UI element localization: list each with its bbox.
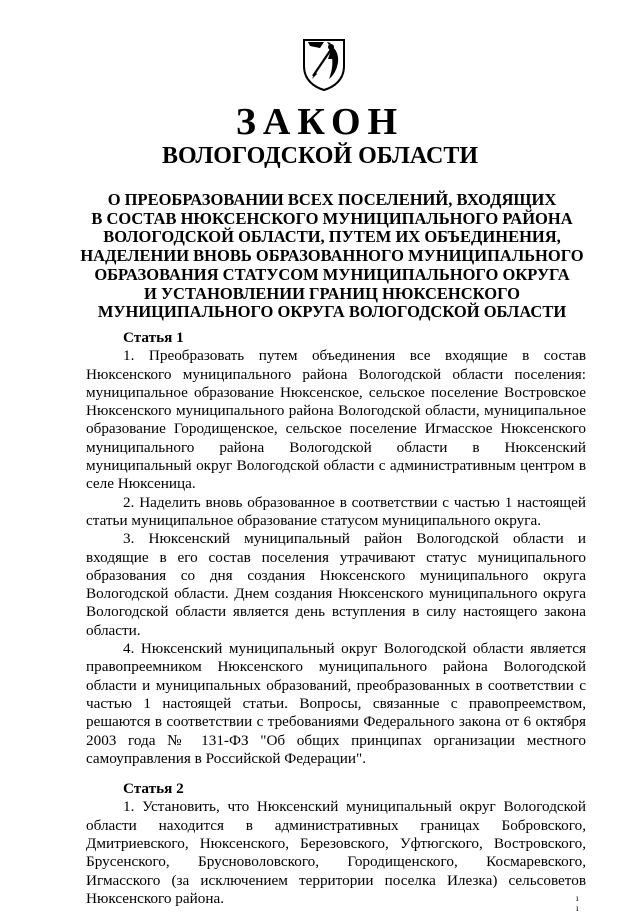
law-title: ЗАКОН (235, 101, 405, 143)
page-footer-marks: ı ı (576, 893, 609, 913)
coat-of-arms-icon (300, 36, 348, 92)
article-1-title: Статья 1 (123, 329, 184, 346)
article-1-paragraph: 3. Нюксенский муниципальный район Вологодской области и входящие в его состав поселения утрачивают статус муниципального образования со дня создания Нюксенского муниципального округа Вологодской области. Днем создания Нюксенского муниципального округа Вологодской области является день вступления в силу настоящего закона области. (86, 530, 586, 639)
article-1-paragraph: 1. Преобразовать путем объединения все входящие в состав Нюксенского муниципального района Вологодской области поселения: муниципальное образование Нюксенское, сельское поселение Востровское Нюксенского муниципального района Вологодской области, муниципальное образование Городищенское, сельское поселение Игмасское Нюксенского муниципального района Вологодской области в Нюксенский муниципальный округ Вологодской области с административным центром в селе Нюксеница. (86, 347, 586, 493)
heading-line: НАДЕЛЕНИИ ВНОВЬ ОБРАЗОВАННОГО МУНИЦИПАЛЬНОГО (80, 246, 584, 266)
heading-line: В СОСТАВ НЮКСЕНСКОГО МУНИЦИПАЛЬНОГО РАЙОНА (91, 208, 573, 228)
heading-line: ОБРАЗОВАНИЯ СТАТУСОМ МУНИЦИПАЛЬНОГО ОКРУГА (94, 264, 570, 284)
heading-line: О ПРЕОБРАЗОВАНИИ ВСЕХ ПОСЕЛЕНИЙ, ВХОДЯЩИХ (107, 190, 557, 209)
law-region: ВОЛОГОДСКОЙ ОБЛАСТИ (161, 143, 479, 169)
heading-line: ВОЛОГОДСКОЙ ОБЛАСТИ, ПУТЕМ ИХ ОБЪЕДИНЕНИЯ, (103, 227, 561, 247)
heading-line: И УСТАНОВЛЕНИИ ГРАНИЦ НЮКСЕНСКОГО (143, 283, 520, 303)
article-1-paragraph: 2. Наделить вновь образованное в соответствии с частью 1 настоящей статьи муниципальное образование статусом муниципального округа. (86, 493, 586, 529)
article-2-paragraph: 1. Установить, что Нюксенский муниципальный округ Вологодской области находится в административных границах Бобровского, Дмитриевского, Нюксенского, Березовского, Уфтюгского, Востровского, Брусенского, Брусноволовского, Городищенского, Космаревского, Игмасского (за исключением территории поселка Илезка) сельсоветов Нюксенского района. (86, 798, 586, 907)
law-heading (80, 191, 584, 322)
law-body (86, 325, 586, 908)
article-2-title: Статья 2 (123, 780, 184, 798)
heading-line: МУНИЦИПАЛЬНОГО ОКРУГА ВОЛОГОДСКОЙ ОБЛАСТИ (97, 302, 567, 322)
article-1-paragraph: 4. Нюксенский муниципальный округ Вологодской области является правопреемником Нюксенского муниципального района Вологодской области и муниципальных образований, преобразованных в соответствии с частью 1 настоящей статьи. Вопросы, связанные с правопреемством, решаются в соответствии с требованиями Федерального закона от 6 октября 2003 года № 131-ФЗ "Об общих принципах организации местного самоуправления в Российской Федерации". (86, 640, 586, 767)
